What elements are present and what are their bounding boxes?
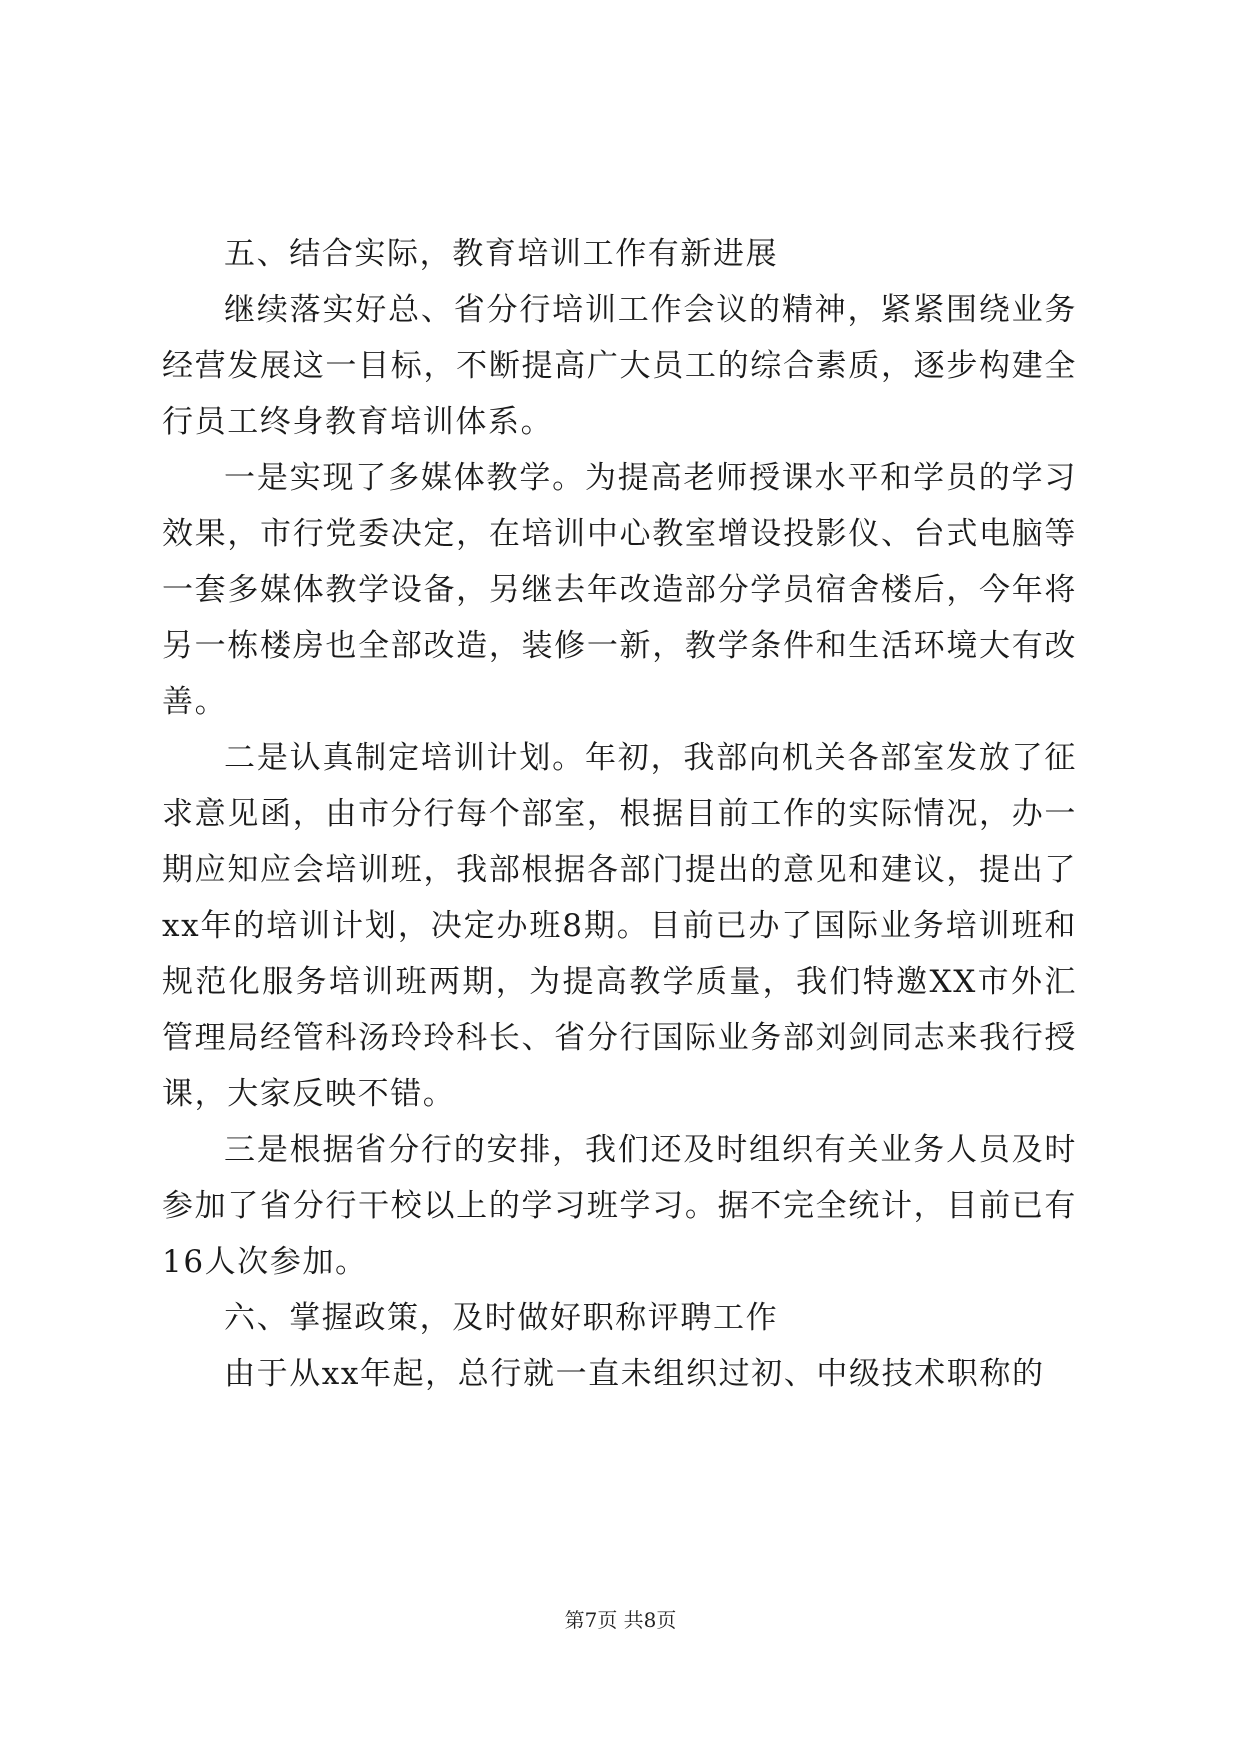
section-heading-5: 五、结合实际，教育培训工作有新进展 <box>224 236 779 272</box>
section-heading-6: 六、掌握政策，及时做好职称评聘工作 <box>224 1300 779 1336</box>
paragraph-intro: 继续落实好总、省分行培训工作会议的精神，紧紧围绕业务经营发展这一目标，不断提高广大员工的综合素质，逐步构建全行员工终身教育培训体系。 <box>162 292 1077 440</box>
paragraph-title-evaluation: 由于从xx年起，总行就一直未组织过初、中级技术职称的 <box>224 1356 1045 1392</box>
paragraph-training-plan: 二是认真制定培训计划。年初，我部向机关各部室发放了征求意见函，由市分行每个部室，根据目前工作的实际情况，办一期应知应会培训班，我部根据各部门提出的意见和建议，提出了xx年的培训计划，决定办班8期。目前已办了国际业务培训班和规范化服务培训班两期，为提高教学质量，我们特邀XX市外汇管理局经管科汤玲玲科长、省分行国际业务部刘剑同志来我行授课，大家反映不错。 <box>162 740 1077 1112</box>
page-footer: 第7页 共8页 <box>564 1608 677 1632</box>
document-body <box>162 226 1077 1402</box>
paragraph-multimedia: 一是实现了多媒体教学。为提高老师授课水平和学员的学习效果，市行党委决定，在培训中心教室增设投影仪、台式电脑等一套多媒体教学设备，另继去年改造部分学员宿舍楼后，今年将另一栋楼房也全部改造，装修一新，教学条件和生活环境大有改善。 <box>162 460 1077 720</box>
paragraph-study-classes: 三是根据省分行的安排，我们还及时组织有关业务人员及时参加了省分行干校以上的学习班学习。据不完全统计，目前已有16人次参加。 <box>162 1132 1077 1280</box>
